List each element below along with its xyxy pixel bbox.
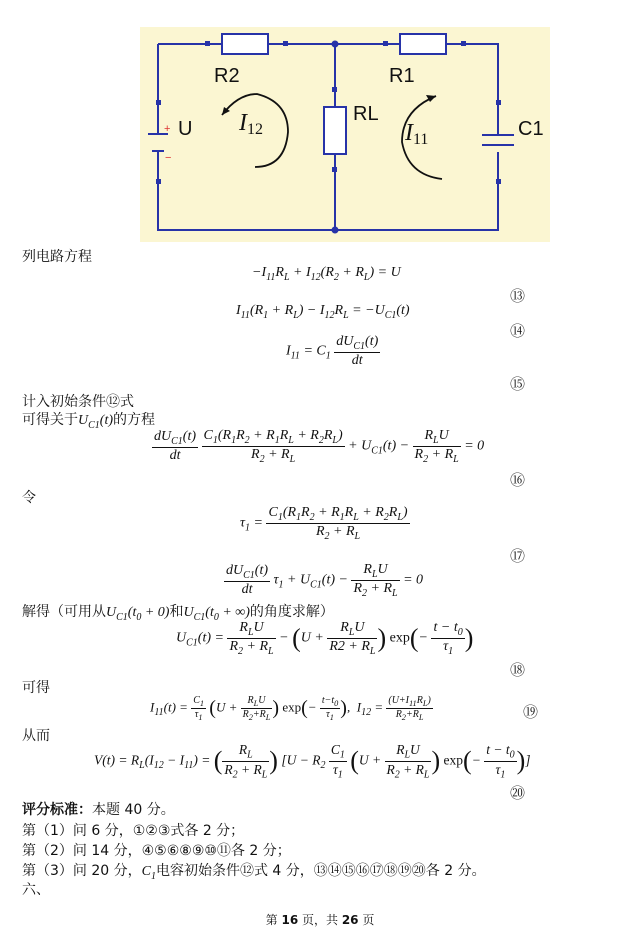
equation-2: $I_{11}(R_1 + R_L) - I_{12}R_L = -U_{C1}(t)$ [236,303,410,321]
resistor-rl [324,107,346,154]
equation-7: $U_{C1}(t)$ = $\frac{R_LU}{R_2 + R_L}$ − (U + $\frac{R_LU}{R2 + R_L}$ ) exp(− $\frac{t - t_0}{\tau_1}$ ) [176,620,474,657]
scoring-line-2: 第（2）问 14 分，④⑤⑥⑧⑨⑩⑪各 2 分； [22,843,291,859]
equation-1: $-I_{11}R_L + I_{12}(R_2 + R_L) = U$ [252,265,401,283]
line-let: 令 [22,490,36,506]
page-number: 16 [281,913,299,927]
eq-number-17: ⑰ [510,547,526,565]
equation-4: $\frac{dU_{C1}(t)}{dt}$ $\frac{C_1(R_1R_2 + R_1R_L + R_2R_L)}{R_2 + R_L}$ + $U_{C1}(t)$ − $\frac{R_LU}{R_2 + R_L}$ = 0 [154,428,485,465]
label-minus: − [165,152,172,164]
label-i11: I11 [405,120,429,148]
eq-number-13: ⑬ [510,287,526,305]
equation-5: $\tau_1$ = $\frac{C_1(R_1R_2 + R_1R_L + R_2R_L)}{R_2 + R_L}$ [240,505,408,542]
line-equation-for-uc1: 可得关于$U_{C1}(t)$的方程 [22,412,156,431]
label-r2: R2 [214,65,240,87]
page-total: 26 [341,913,359,927]
line-solution: 解得（可用从$U_{C1}(t_0 + 0)$和$U_{C1}(t_0$ + ∞)的角度求解） [22,604,334,623]
eq-number-20: ⑳ [510,784,526,802]
label-r1: R1 [389,65,415,87]
eq-number-16: ⑯ [510,471,526,489]
eq-number-14: ⑭ [510,322,526,340]
label-c1: C1 [518,118,544,140]
equation-6: $\frac{dU_{C1}(t)}{dt}$ $\tau_1 + U_{C1}(t)$ − $\frac{R_LU}{R_2 + R_L}$ = 0 [226,562,424,599]
scoring-header: 评分标准：本题 40 分。 [22,802,175,818]
label-rl: RL [353,103,379,125]
eq-number-18: ⑱ [510,661,526,679]
line-therefore: 从而 [22,728,50,744]
equation-8: $I_{11}(t)$ = $\frac{C_1}{\tau_1}$ (U + $\frac{R_LU}{R_2+R_L}$ ) exp(− $\frac{t-t_0}{\tau_1}$ ), $I_{12}$ = $\frac{(U+I_{11}R_L)}{R_2+R_L}$ [150,695,431,722]
line-initial-condition: 计入初始条件⑫式 [22,394,134,410]
equation-3: $I_{11} = C_1$ $\frac{dU_{C1}(t)}{dt}$ [286,334,379,368]
scoring-line-3: 第（3）问 20 分，$C_1$电容初始条件⑫式 4 分，⑬⑭⑮⑯⑰⑱⑲⑳各 2 分。 [22,863,486,882]
label-plus: + [164,123,171,135]
eq-number-19: ⑲ [523,703,539,721]
line-obtain: 可得 [22,680,50,696]
resistor-r2 [222,34,268,54]
label-i12: I12 [239,110,263,138]
line-circuit-equations: 列电路方程 [22,249,92,265]
resistor-r1 [400,34,446,54]
circuit-diagram [140,27,550,242]
eq-number-15: ⑮ [510,375,526,393]
equation-9: $V(t) = R_L(I_{12} - I_{11})$ = ( $\frac{R_L}{R_2 + R_L}$ ) [$U - R_2$ $\frac{C_1}{\tau_1}$ (U + $\frac{R_LU}{R_2 + R_L}$ ) exp(− $\frac{t - t_0}{\tau_1}$ )] [94,742,531,781]
label-u: U [178,118,193,140]
page-footer: 第 16 页，共 26 页 [265,913,375,927]
scoring-line-1: 第（1）问 6 分，①②③式各 2 分； [22,823,245,839]
section-six: 六、 [22,882,50,898]
